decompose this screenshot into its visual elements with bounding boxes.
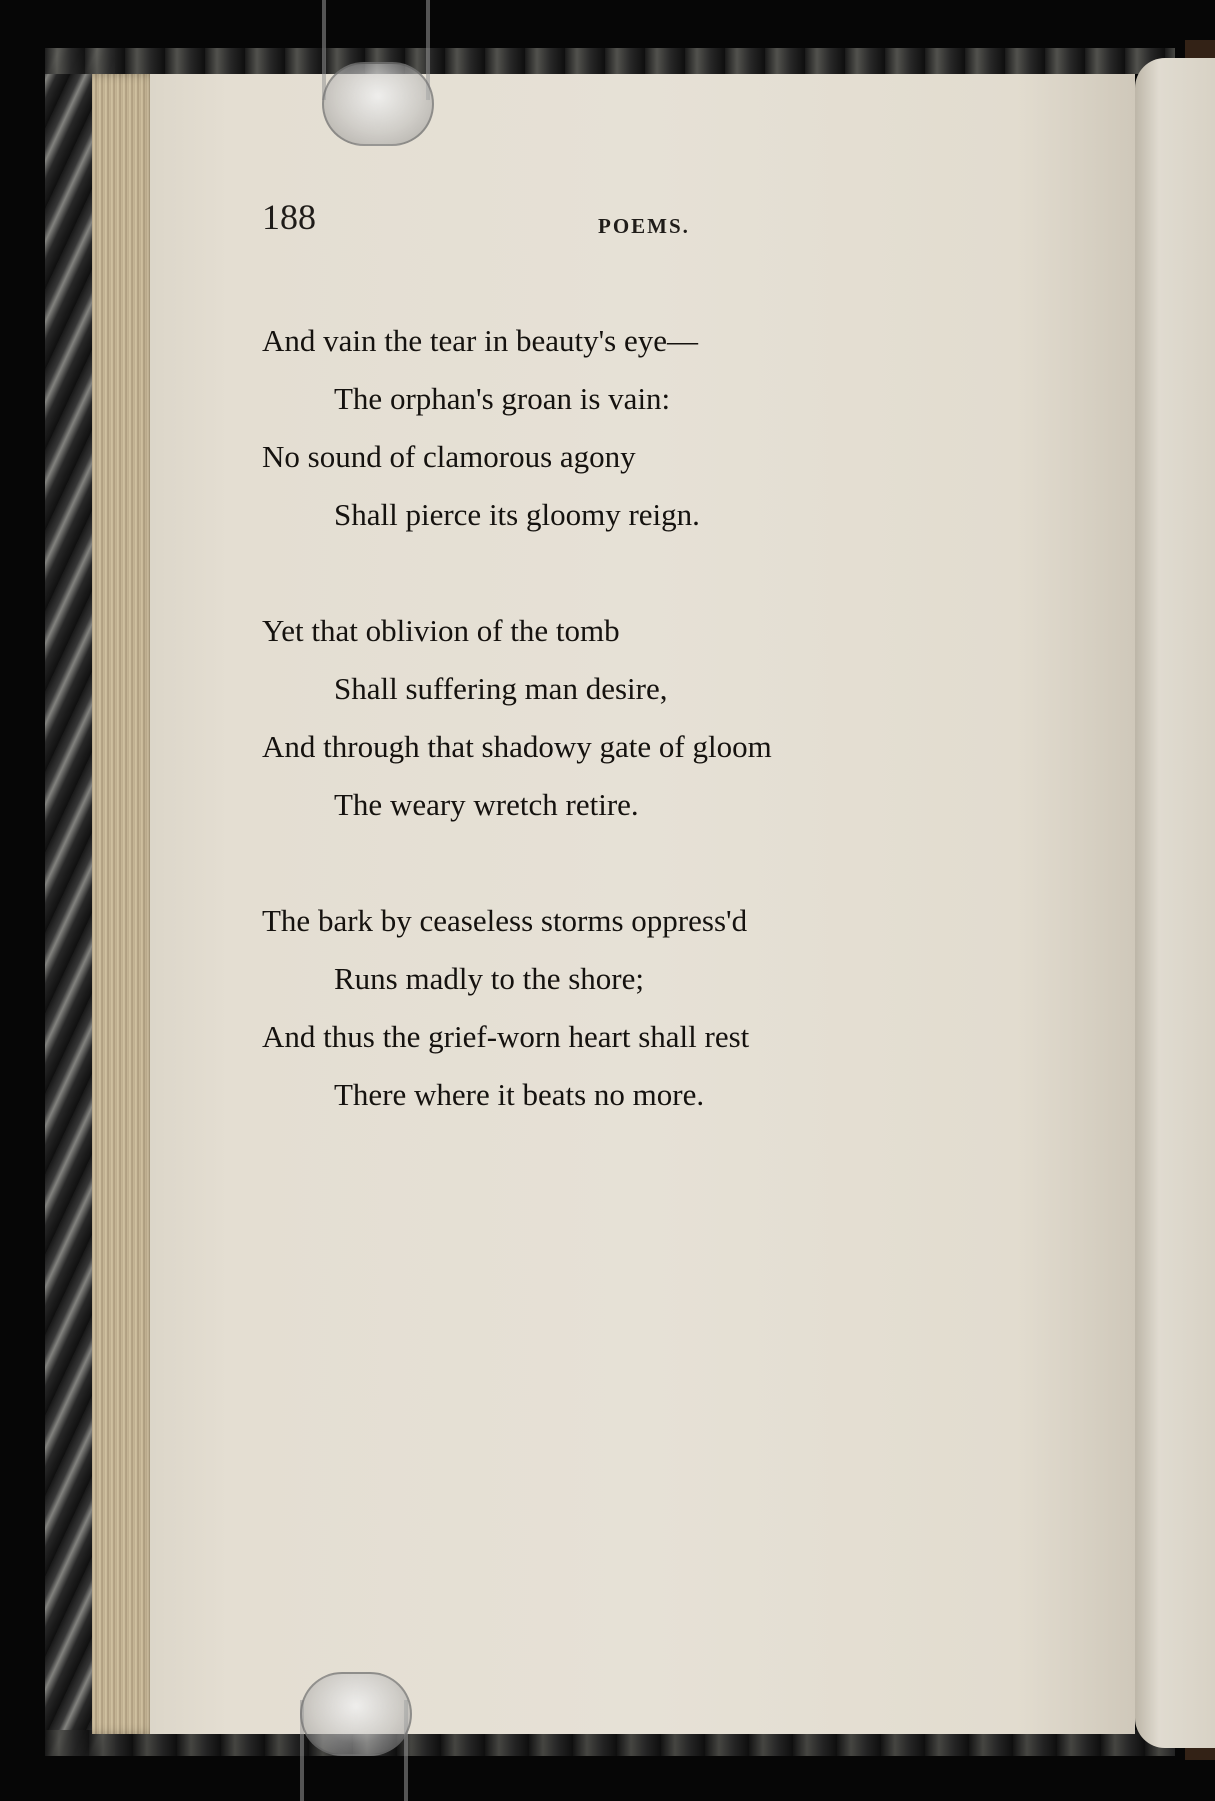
poem-line: There where it beats no more.	[334, 1077, 705, 1112]
poem-line: The orphan's groan is vain:	[334, 381, 671, 416]
page-edges	[92, 74, 158, 1734]
poem-line: Shall suffering man desire,	[334, 671, 668, 706]
facing-page	[1135, 58, 1215, 1748]
poem-line: Yet that oblivion of the tomb	[262, 613, 620, 648]
poem-line: And through that shadowy gate of gloom	[262, 729, 772, 764]
page-clip-top	[322, 62, 434, 146]
page-number: 188	[262, 197, 316, 237]
running-head: POEMS.	[598, 214, 690, 238]
poem-text	[262, 312, 1102, 1182]
poem-line: The weary wretch retire.	[334, 787, 639, 822]
stanza-1	[262, 312, 1102, 544]
poem-line: Runs madly to the shore;	[334, 961, 644, 996]
cover-edge-top	[45, 48, 1175, 74]
stanza-3	[262, 892, 1102, 1124]
page-clip-bottom	[300, 1672, 412, 1756]
poem-line: And thus the grief-worn heart shall rest	[262, 1019, 750, 1054]
poem-line: The bark by ceaseless storms oppress'd	[262, 903, 748, 938]
poem-line: Shall pierce its gloomy reign.	[334, 497, 700, 532]
poem-line: And vain the tear in beauty's eye—	[262, 323, 698, 358]
poem-line: No sound of clamorous agony	[262, 439, 636, 474]
stanza-2	[262, 602, 1102, 834]
